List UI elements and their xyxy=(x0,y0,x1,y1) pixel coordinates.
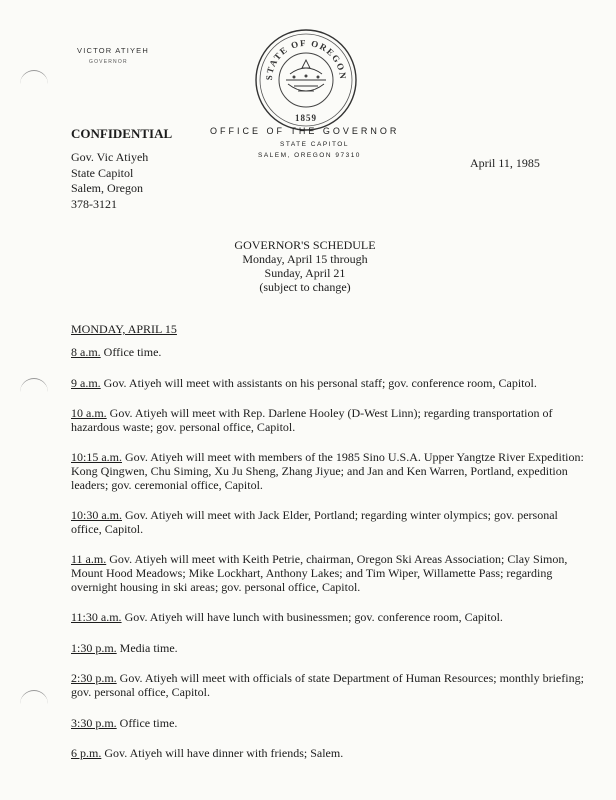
entry-time: 6 p.m. xyxy=(71,746,102,761)
confidential-label: CONFIDENTIAL xyxy=(71,126,173,141)
entry-time: 3:30 p.m. xyxy=(71,715,117,730)
schedule-entry xyxy=(71,611,591,625)
schedule-title: GOVERNOR'S SCHEDULE xyxy=(234,238,376,252)
entry-text: Gov. Atiyeh will meet with members of the 1985 Sino U.S.A. Upper Yangtze River Expedition: Kong Qingwen, Chu Siming, Xu Ju Sheng, Zhang Jiyue; and Jan and Ken Warren, Portland, expedition leaders; gov. ceremonial office, Capitol. xyxy=(71,450,584,492)
entry-time: 8 a.m. xyxy=(71,345,101,359)
contact-block xyxy=(71,150,148,212)
schedule-range: Monday, April 15 through xyxy=(242,252,368,266)
office-title: OFFICE OF THE GOVERNOR xyxy=(210,126,400,136)
contact-line: 378-3121 xyxy=(71,196,117,211)
entry-text: Office time. xyxy=(103,345,162,359)
day-heading: MONDAY, APRIL 15 xyxy=(71,322,177,336)
schedule-range: Sunday, April 21 xyxy=(264,266,346,280)
entry-time: 11 a.m. xyxy=(71,552,107,567)
entry-time: 10:30 a.m. xyxy=(71,508,122,523)
entry-text: Gov. Atiyeh will meet with officials of state Department of Human Resources; monthly briefing; gov. personal office, Capitol. xyxy=(71,671,584,699)
entry-text: Office time. xyxy=(119,715,178,730)
entry-time: 10 a.m. xyxy=(71,406,107,421)
contact-line: Gov. Vic Atiyeh xyxy=(71,150,149,164)
schedule-entry xyxy=(71,407,591,434)
seal-text: STATE OF OREGON xyxy=(263,37,349,81)
entry-text: Gov. Atiyeh will meet with Keith Petrie, chairman, Oregon Ski Areas Association; Clay Simon, Mount Hood Meadows; Mike Lockhart, Anthony Lakes; and Tim Wiper, Willamette Pass; regarding overnight housing in ski areas; gov. personal office, Capitol. xyxy=(71,552,568,594)
schedule-entry xyxy=(71,642,591,656)
binder-hole-mark xyxy=(20,70,48,87)
office-address-line1: STATE CAPITOL xyxy=(280,141,349,148)
binder-hole-mark xyxy=(20,690,48,707)
entry-time: 11:30 a.m. xyxy=(71,610,122,625)
schedule-list xyxy=(71,346,591,778)
entry-text: Media time. xyxy=(119,640,178,655)
schedule-header xyxy=(200,238,410,294)
schedule-entry xyxy=(71,509,591,536)
contact-line: State Capitol xyxy=(71,165,134,180)
contact-line: Salem, Oregon xyxy=(71,181,143,195)
seal-year: 1859 xyxy=(295,113,317,123)
schedule-entry xyxy=(71,346,591,360)
state-seal-icon xyxy=(254,28,358,132)
entry-text: Gov. Atiyeh will meet with Jack Elder, Portland; regarding winter olympics; gov. personal office, Capitol. xyxy=(71,508,558,536)
office-address-line2: SALEM, OREGON 97310 xyxy=(258,152,361,159)
schedule-entry xyxy=(71,553,591,594)
entry-time: 9 a.m. xyxy=(71,375,101,390)
entry-text: Gov. Atiyeh will have lunch with businessmen; gov. conference room, Capitol. xyxy=(124,610,503,625)
governor-name: VICTOR ATIYEH xyxy=(77,46,150,55)
schedule-entry xyxy=(71,672,591,699)
schedule-entry xyxy=(71,717,591,731)
schedule-note: (subject to change) xyxy=(259,280,351,294)
schedule-entry xyxy=(71,451,591,492)
entry-text: Gov. Atiyeh will have dinner with friends; Salem. xyxy=(104,746,344,761)
entry-text: Gov. Atiyeh will meet with assistants on his personal staff; gov. conference room, Capitol. xyxy=(103,375,537,390)
entry-time: 1:30 p.m. xyxy=(71,640,117,655)
document-date: April 11, 1985 xyxy=(470,156,540,170)
schedule-entry xyxy=(71,747,591,761)
governor-title: GOVERNOR xyxy=(89,59,128,65)
entry-text: Gov. Atiyeh will meet with Rep. Darlene Hooley (D-West Linn); regarding transportation of hazardous waste; gov. personal office, Capitol. xyxy=(71,406,553,434)
entry-time: 2:30 p.m. xyxy=(71,671,117,686)
schedule-entry xyxy=(71,377,591,391)
binder-hole-mark xyxy=(20,378,48,395)
entry-time: 10:15 a.m. xyxy=(71,450,122,465)
